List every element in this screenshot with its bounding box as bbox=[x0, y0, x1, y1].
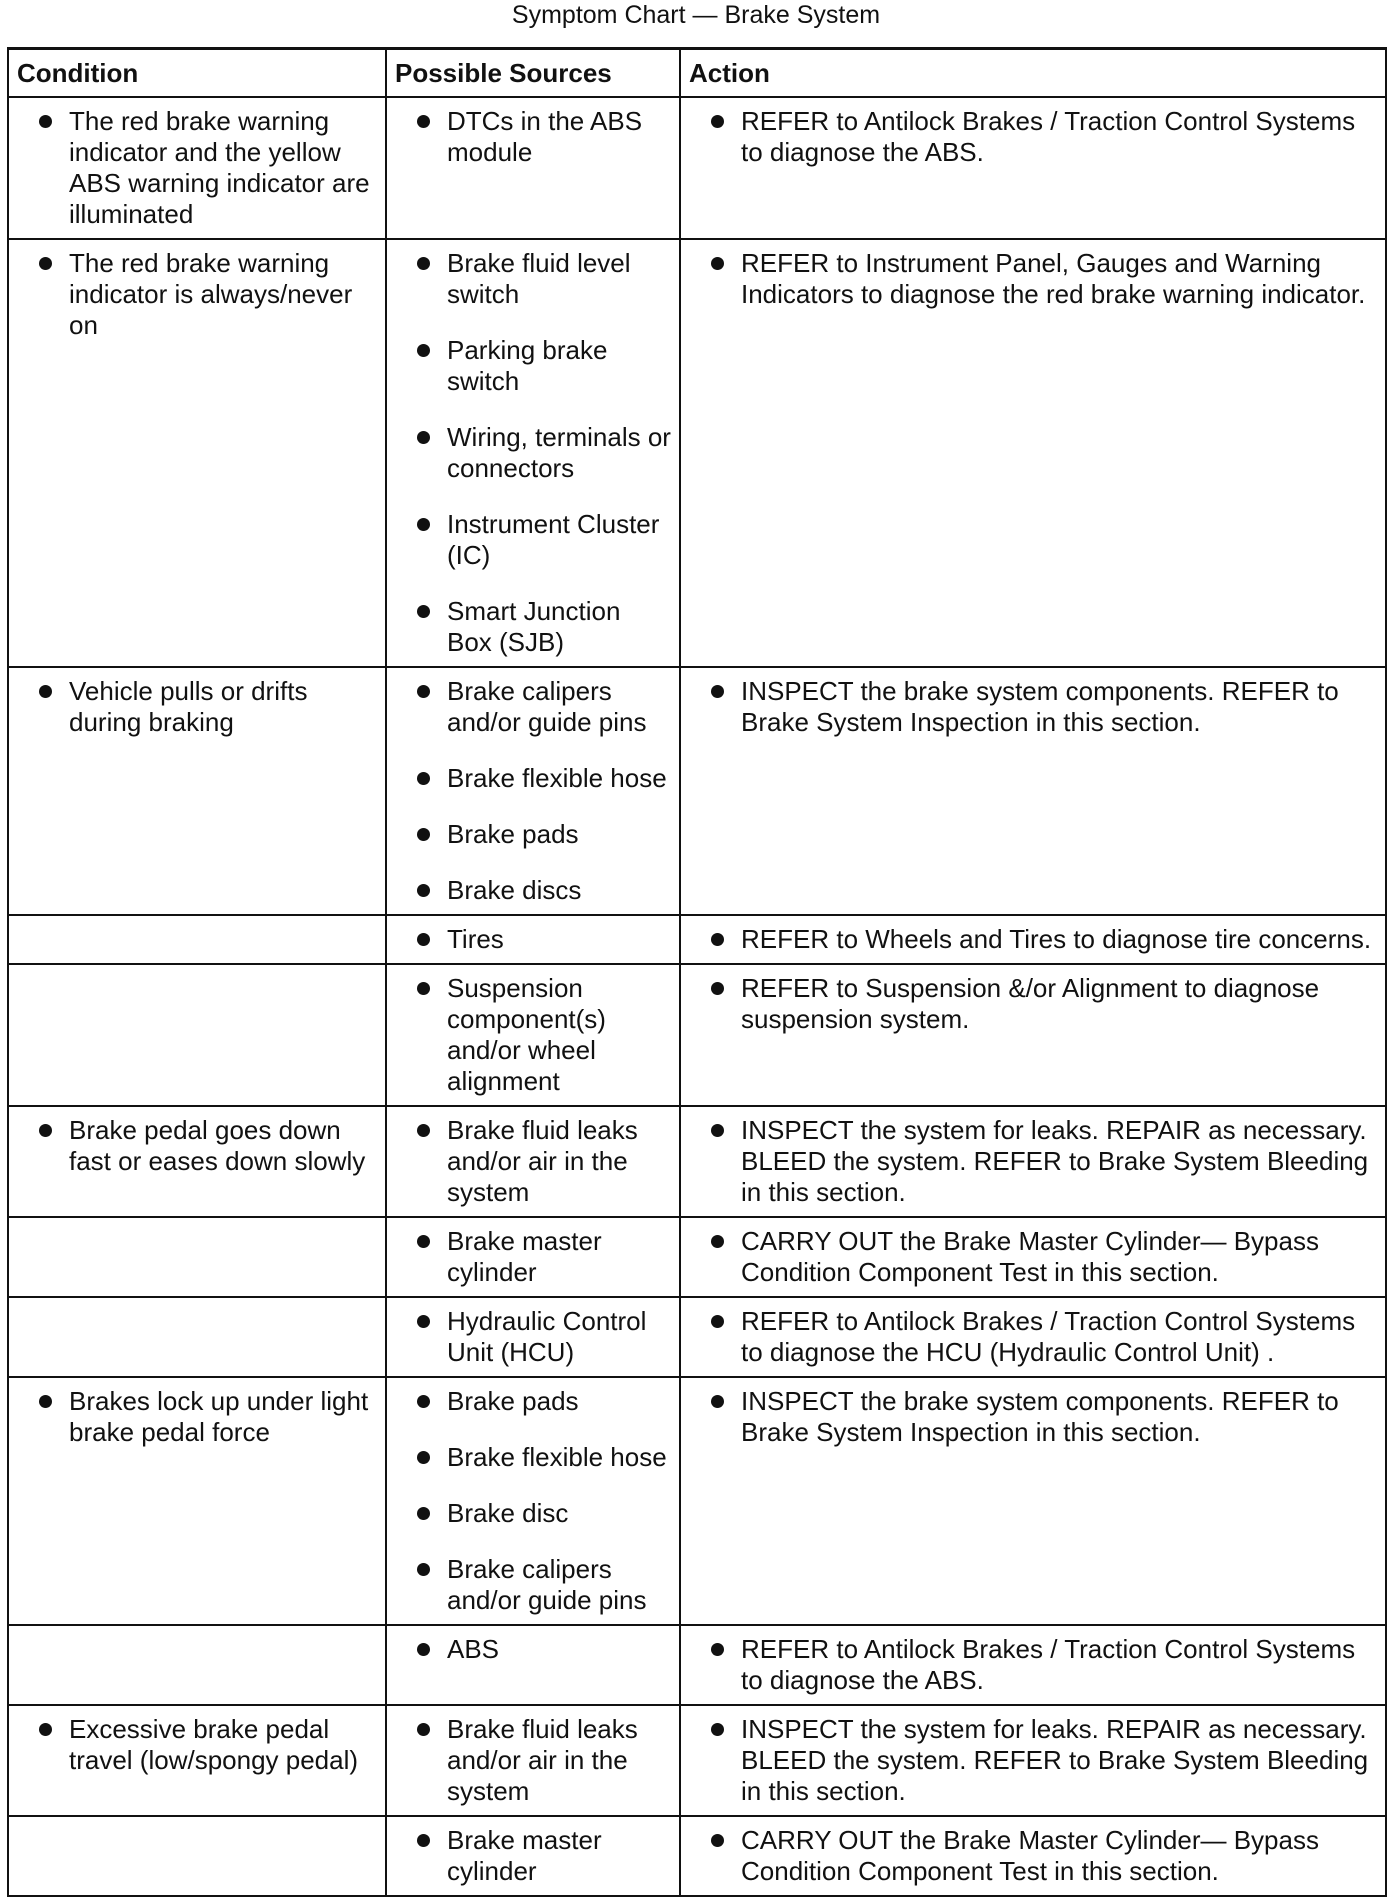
bullet-icon bbox=[711, 1315, 724, 1328]
action-list bbox=[689, 1714, 1377, 1807]
source-item bbox=[395, 248, 671, 310]
source-text: ABS bbox=[447, 1633, 500, 1664]
action-cell bbox=[680, 667, 1386, 915]
action-text: REFER to Antilock Brakes / Traction Control Systems to diagnose the ABS. bbox=[741, 105, 1356, 167]
source-item bbox=[395, 676, 671, 738]
source-item bbox=[395, 1306, 671, 1368]
table-row bbox=[8, 915, 1386, 964]
bullet-icon bbox=[417, 518, 430, 531]
action-list bbox=[689, 924, 1377, 955]
source-text: Brake fluid leaks and/or air in the system bbox=[447, 1114, 638, 1207]
source-item bbox=[395, 1714, 671, 1807]
condition-text: Vehicle pulls or drifts during braking bbox=[69, 675, 308, 737]
sources-list bbox=[395, 1714, 671, 1807]
condition-cell bbox=[8, 239, 386, 667]
bullet-icon bbox=[417, 605, 430, 618]
bullet-icon bbox=[417, 1235, 430, 1248]
possible-sources-cell bbox=[386, 97, 680, 239]
condition-list bbox=[17, 106, 377, 230]
bullet-icon bbox=[417, 115, 430, 128]
action-list bbox=[689, 1825, 1377, 1887]
condition-cell bbox=[8, 964, 386, 1106]
action-list bbox=[689, 1306, 1377, 1368]
condition-text: The red brake warning indicator is always/never on bbox=[69, 247, 353, 340]
possible-sources-cell bbox=[386, 1625, 680, 1705]
source-item bbox=[395, 1442, 671, 1473]
bullet-icon bbox=[417, 884, 430, 897]
action-item bbox=[689, 1714, 1377, 1807]
condition-item bbox=[17, 248, 377, 341]
action-cell bbox=[680, 1217, 1386, 1297]
action-text: INSPECT the brake system components. REFER to Brake System Inspection in this section. bbox=[741, 1385, 1339, 1447]
source-item bbox=[395, 335, 671, 397]
condition-list bbox=[17, 248, 377, 341]
bullet-icon bbox=[711, 1643, 724, 1656]
sources-list bbox=[395, 924, 671, 955]
source-text: Brake pads bbox=[447, 818, 579, 849]
table-row bbox=[8, 97, 1386, 239]
condition-cell bbox=[8, 915, 386, 964]
action-text: REFER to Suspension &/or Alignment to diagnose suspension system. bbox=[741, 972, 1320, 1034]
bullet-icon bbox=[417, 1507, 430, 1520]
possible-sources-cell bbox=[386, 1377, 680, 1625]
action-cell bbox=[680, 915, 1386, 964]
action-cell bbox=[680, 1705, 1386, 1816]
condition-list bbox=[17, 1714, 377, 1776]
bullet-icon bbox=[417, 344, 430, 357]
sources-list bbox=[395, 106, 671, 168]
action-item bbox=[689, 1226, 1377, 1288]
condition-cell bbox=[8, 1297, 386, 1377]
possible-sources-cell bbox=[386, 1705, 680, 1816]
header-condition: Condition bbox=[8, 49, 386, 97]
condition-list bbox=[17, 1386, 377, 1448]
action-item bbox=[689, 1115, 1377, 1208]
action-text: INSPECT the system for leaks. REPAIR as necessary. BLEED the system. REFER to Brake System Bleeding in this section. bbox=[741, 1713, 1369, 1806]
sources-list bbox=[395, 676, 671, 906]
bullet-icon bbox=[417, 685, 430, 698]
action-text: REFER to Antilock Brakes / Traction Control Systems to diagnose the HCU (Hydraulic Control Unit) . bbox=[741, 1305, 1356, 1367]
condition-cell bbox=[8, 1625, 386, 1705]
bullet-icon bbox=[39, 115, 52, 128]
condition-text: Brake pedal goes down fast or eases down slowly bbox=[69, 1114, 366, 1176]
bullet-icon bbox=[417, 431, 430, 444]
table-row bbox=[8, 1705, 1386, 1816]
possible-sources-cell bbox=[386, 667, 680, 915]
bullet-icon bbox=[417, 1395, 430, 1408]
bullet-icon bbox=[711, 115, 724, 128]
condition-cell bbox=[8, 97, 386, 239]
source-text: Hydraulic Control Unit (HCU) bbox=[447, 1305, 647, 1367]
action-list bbox=[689, 1115, 1377, 1208]
condition-item bbox=[17, 1386, 377, 1448]
source-item bbox=[395, 1825, 671, 1887]
symptom-table bbox=[7, 47, 1387, 1897]
source-item bbox=[395, 1386, 671, 1417]
bullet-icon bbox=[711, 1834, 724, 1847]
condition-list bbox=[17, 676, 377, 738]
action-item bbox=[689, 676, 1377, 738]
action-list bbox=[689, 248, 1377, 310]
source-text: Brake fluid leaks and/or air in the system bbox=[447, 1713, 638, 1806]
bullet-icon bbox=[39, 1124, 52, 1137]
bullet-icon bbox=[417, 1124, 430, 1137]
bullet-icon bbox=[711, 1235, 724, 1248]
bullet-icon bbox=[711, 1723, 724, 1736]
condition-list bbox=[17, 1115, 377, 1177]
table-row bbox=[8, 1377, 1386, 1625]
source-text: Brake calipers and/or guide pins bbox=[447, 675, 647, 737]
condition-item bbox=[17, 676, 377, 738]
action-cell bbox=[680, 1106, 1386, 1217]
table-body bbox=[8, 97, 1386, 1896]
condition-cell bbox=[8, 1106, 386, 1217]
action-list bbox=[689, 1386, 1377, 1448]
sources-list bbox=[395, 1386, 671, 1616]
possible-sources-cell bbox=[386, 1297, 680, 1377]
source-text: Tires bbox=[447, 923, 504, 954]
condition-cell bbox=[8, 1217, 386, 1297]
sources-list bbox=[395, 248, 671, 658]
condition-text: The red brake warning indicator and the yellow ABS warning indicator are illuminated bbox=[69, 105, 370, 229]
source-text: Brake pads bbox=[447, 1385, 579, 1416]
action-cell bbox=[680, 1625, 1386, 1705]
table-row bbox=[8, 667, 1386, 915]
action-item bbox=[689, 248, 1377, 310]
action-text: CARRY OUT the Brake Master Cylinder— Bypass Condition Component Test in this section. bbox=[741, 1824, 1319, 1886]
header-row bbox=[8, 49, 1386, 97]
condition-cell bbox=[8, 1705, 386, 1816]
source-item bbox=[395, 973, 671, 1097]
bullet-icon bbox=[417, 1723, 430, 1736]
bullet-icon bbox=[417, 933, 430, 946]
bullet-icon bbox=[711, 1124, 724, 1137]
sources-list bbox=[395, 1115, 671, 1208]
condition-item bbox=[17, 106, 377, 230]
condition-cell bbox=[8, 1377, 386, 1625]
bullet-icon bbox=[39, 1723, 52, 1736]
page-title: Symptom Chart — Brake System bbox=[511, 1, 881, 29]
action-cell bbox=[680, 1377, 1386, 1625]
source-text: Brake flexible hose bbox=[447, 762, 667, 793]
bullet-icon bbox=[417, 1643, 430, 1656]
action-cell bbox=[680, 1816, 1386, 1896]
source-item bbox=[395, 763, 671, 794]
source-item bbox=[395, 875, 671, 906]
action-list bbox=[689, 676, 1377, 738]
source-text: Brake calipers and/or guide pins bbox=[447, 1553, 647, 1615]
condition-text: Excessive brake pedal travel (low/spongy pedal) bbox=[69, 1713, 359, 1775]
source-text: Smart Junction Box (SJB) bbox=[447, 595, 621, 657]
source-item bbox=[395, 106, 671, 168]
action-list bbox=[689, 1634, 1377, 1696]
action-list bbox=[689, 1226, 1377, 1288]
bullet-icon bbox=[711, 685, 724, 698]
condition-item bbox=[17, 1115, 377, 1177]
source-item bbox=[395, 819, 671, 850]
possible-sources-cell bbox=[386, 239, 680, 667]
possible-sources-cell bbox=[386, 1217, 680, 1297]
source-text: Brake master cylinder bbox=[447, 1824, 602, 1886]
action-cell bbox=[680, 239, 1386, 667]
source-item bbox=[395, 422, 671, 484]
sources-list bbox=[395, 1634, 671, 1665]
source-text: Brake fluid level switch bbox=[447, 247, 631, 309]
table-row bbox=[8, 239, 1386, 667]
header-possible-sources: Possible Sources bbox=[386, 49, 680, 97]
condition-item bbox=[17, 1714, 377, 1776]
source-item bbox=[395, 596, 671, 658]
condition-cell bbox=[8, 667, 386, 915]
bullet-icon bbox=[39, 685, 52, 698]
action-item bbox=[689, 1634, 1377, 1696]
action-item bbox=[689, 1825, 1377, 1887]
source-item bbox=[395, 1226, 671, 1288]
source-item bbox=[395, 1634, 671, 1665]
possible-sources-cell bbox=[386, 1106, 680, 1217]
source-item bbox=[395, 509, 671, 571]
condition-cell bbox=[8, 1816, 386, 1896]
source-text: DTCs in the ABS module bbox=[447, 105, 643, 167]
action-cell bbox=[680, 1297, 1386, 1377]
bullet-icon bbox=[711, 257, 724, 270]
action-cell bbox=[680, 964, 1386, 1106]
source-text: Brake master cylinder bbox=[447, 1225, 602, 1287]
bullet-icon bbox=[417, 772, 430, 785]
table-row bbox=[8, 1217, 1386, 1297]
bullet-icon bbox=[711, 1395, 724, 1408]
sources-list bbox=[395, 1226, 671, 1288]
source-text: Instrument Cluster (IC) bbox=[447, 508, 660, 570]
action-text: REFER to Instrument Panel, Gauges and Warning Indicators to diagnose the red brake warning indicator. bbox=[741, 247, 1366, 309]
condition-text: Brakes lock up under light brake pedal force bbox=[69, 1385, 369, 1447]
action-text: INSPECT the system for leaks. REPAIR as necessary. BLEED the system. REFER to Brake System Bleeding in this section. bbox=[741, 1114, 1369, 1207]
source-text: Wiring, terminals or connectors bbox=[447, 421, 671, 483]
table-row bbox=[8, 1816, 1386, 1896]
source-item bbox=[395, 1498, 671, 1529]
sources-list bbox=[395, 973, 671, 1097]
table-row bbox=[8, 964, 1386, 1106]
sources-list bbox=[395, 1825, 671, 1887]
bullet-icon bbox=[417, 828, 430, 841]
bullet-icon bbox=[417, 1563, 430, 1576]
possible-sources-cell bbox=[386, 1816, 680, 1896]
action-text: REFER to Antilock Brakes / Traction Control Systems to diagnose the ABS. bbox=[741, 1633, 1356, 1695]
action-cell bbox=[680, 97, 1386, 239]
action-item bbox=[689, 1386, 1377, 1448]
action-list bbox=[689, 973, 1377, 1035]
bullet-icon bbox=[417, 982, 430, 995]
action-item bbox=[689, 1306, 1377, 1368]
source-text: Parking brake switch bbox=[447, 334, 608, 396]
source-text: Suspension component(s) and/or wheel alignment bbox=[447, 972, 606, 1096]
bullet-icon bbox=[711, 982, 724, 995]
action-item bbox=[689, 924, 1377, 955]
header-action: Action bbox=[680, 49, 1386, 97]
source-item bbox=[395, 924, 671, 955]
table-row bbox=[8, 1297, 1386, 1377]
bullet-icon bbox=[417, 1315, 430, 1328]
table-row bbox=[8, 1106, 1386, 1217]
possible-sources-cell bbox=[386, 964, 680, 1106]
source-text: Brake discs bbox=[447, 874, 582, 905]
action-item bbox=[689, 973, 1377, 1035]
source-text: Brake disc bbox=[447, 1497, 569, 1528]
bullet-icon bbox=[711, 933, 724, 946]
action-text: CARRY OUT the Brake Master Cylinder— Bypass Condition Component Test in this section. bbox=[741, 1225, 1319, 1287]
action-item bbox=[689, 106, 1377, 168]
possible-sources-cell bbox=[386, 915, 680, 964]
action-text: INSPECT the brake system components. REFER to Brake System Inspection in this section. bbox=[741, 675, 1339, 737]
action-text: REFER to Wheels and Tires to diagnose tire concerns. bbox=[741, 923, 1372, 954]
bullet-icon bbox=[417, 1451, 430, 1464]
bullet-icon bbox=[39, 257, 52, 270]
bullet-icon bbox=[417, 1834, 430, 1847]
source-item bbox=[395, 1115, 671, 1208]
source-item bbox=[395, 1554, 671, 1616]
bullet-icon bbox=[417, 257, 430, 270]
source-text: Brake flexible hose bbox=[447, 1441, 667, 1472]
bullet-icon bbox=[39, 1395, 52, 1408]
sources-list bbox=[395, 1306, 671, 1368]
table-row bbox=[8, 1625, 1386, 1705]
action-list bbox=[689, 106, 1377, 168]
